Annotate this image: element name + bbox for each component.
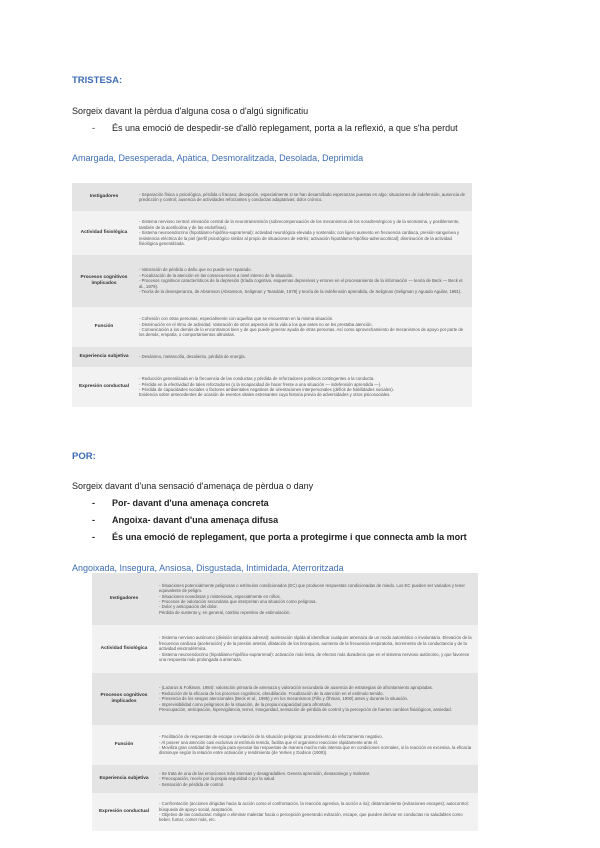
- table-row: [92, 673, 478, 725]
- row-body: [156, 573, 478, 625]
- bullet-dash: -: [92, 123, 95, 133]
- row-body: [136, 347, 472, 367]
- bullet-text: És una emoció de replegament, que porta a protegirme i que connecta amb la mort: [112, 532, 467, 542]
- row-line: - Procesos de valoración secundaria que interpretan una situación como peligrosa.: [159, 599, 317, 604]
- row-label: Instigadores: [92, 573, 156, 625]
- row-line: - Imprevisibilidad como peligrosos de la situación, de la propia incapacidad para afrontarla.: [159, 701, 332, 707]
- row-line: - Se trata de una de las emociones más intensas y desagradables. Genera aprensión, desasosiego y malestar.: [159, 770, 371, 776]
- bullet-por-1: [92, 515, 278, 525]
- row-line: - Confrontación (acciones dirigidas hacia la acción como el confrontación, la reacción agresiva, la acción a ira); distanciamiento (evitaciones escapes); autocontrol; búsqueda de apoyo social, aceptación.: [159, 801, 469, 812]
- bullet-por-0: [92, 498, 269, 508]
- row-line: - Valoración de pérdida o daño que no puede ser reparado.: [139, 267, 252, 273]
- row-line: - Moviliza gran cantidad de energía para ejecutar las respuestas de manera mucho más intensa que en condiciones normales, si la reacción es excesiva, la eficacia disminuye según la relación entre activación y rendimiento (de Yerkes y Dodson (1908)).: [159, 745, 472, 756]
- row-line: - Focalización de la atención en las consecuencias a nivel interno de la situación.: [139, 272, 294, 278]
- row-body: [156, 673, 478, 725]
- table-row: [72, 183, 472, 211]
- table-row: [72, 307, 472, 347]
- intro-por: Sorgeix davant d'una sensació d'amenaça de pèrdua o dany: [72, 481, 314, 491]
- row-line: - Sistema nervioso autónomo (división simpática adrenal): aceleración rápida al identificar cualquier amenaza de un modo automático o involuntario. Elevación de la frecuencia cardiaca (aceleración) y de la presión arterial, dilatación de los bronquios, aumento de la frecuencia respiratoria, incremento de la conductancia y de la actividad electrodérmica.: [159, 635, 472, 652]
- row-body: [136, 255, 472, 307]
- row-label: Procesos cognitivos implicados: [72, 255, 136, 307]
- bullet-text: Angoixa- davant d'una amenaça difusa: [112, 515, 279, 525]
- row-label: Instigadores: [72, 183, 136, 211]
- table-row: [92, 625, 478, 673]
- table-row: [92, 793, 478, 831]
- row-body: [136, 211, 472, 255]
- emotions-tristesa: Amargada, Desesperada, Apàtica, Desmoralitzada, Desolada, Deprimida: [72, 153, 364, 163]
- row-label: Experiencia subjetiva: [72, 347, 136, 367]
- row-line: - Facilitación de respuestas de escape o evitación de la situación peligrosa: procedimiento de reforzamiento negativo.: [159, 734, 383, 740]
- row-body: [156, 765, 478, 793]
- row-line: - (Lazarus & Folkman, 1984): valoración primaria de amenaza y valoración secundaria de ausencia de estrategias de afrontamiento apropiadas.: [159, 685, 433, 691]
- bullet-dash: -: [92, 532, 95, 542]
- table-row: [72, 347, 472, 367]
- row-body: [136, 183, 472, 211]
- row-line: - Cohesión con otras personas, especialmente con aquellas que se encuentran en la misma situación.: [139, 316, 334, 322]
- bullet-por-2: [92, 532, 467, 542]
- row-line: - Dolor y anticipación del dolor.: [159, 604, 218, 610]
- bullet-text: És una emoció de despedir-se d'allò replegament, porta a la reflexió, a que s'ha perdut: [112, 123, 458, 133]
- row-line: - Comunicación a los demás de lo encontramos bien y de que puede generar ayuda de otras personas. Así como aprovechamiento de mecanismos de apoyo por parte de los demás, empatía, o comportamientos altruistas.: [139, 327, 464, 338]
- row-line: - Reducción de la eficacia de los procesos cognitivos, obnubilación. Focalización de la atención en el estímulo temido.: [159, 690, 384, 696]
- table-row: [92, 725, 478, 765]
- table-row: [72, 255, 472, 307]
- row-line: - Sistema neuroendocrino (hipotálamo-hipófiso-suprarrenal): actividad neurológica elevada y sostenida; con ligero aumento en frecuencia cardiaca, presión sanguínea y resistencia eléctrica de la piel (perfil psicológico similar al propio de situaciones de estrés; activación hipotálamo-hipófiso-adrenocortical); disminución de la actividad fisiológica generalizada.: [139, 230, 460, 247]
- row-line: - Desánimo, melancolía, desaliento, pérdida de energía.: [139, 354, 246, 360]
- row-label: Experiencia subjetiva: [92, 765, 156, 793]
- row-label: Función: [72, 307, 136, 347]
- row-line: - Objetivo de las conductas: mitigar o eliminar malestar hacia o percepción generando evitación, escape, que pueden derivar en conductas no saludables como beber, fumar, comer más, etc.: [159, 812, 463, 823]
- row-line: - Disminución en el ritmo de actividad. Valoración de otros aspectos de la vida a los que antes no se les prestaba atención.: [139, 321, 373, 327]
- row-line: Preocupación, anticipación, hipervigilancia, temor, inseguridad, sensación de pérdida de control y la percepción de fuertes cambios fisiológicos, ansiedad.: [159, 707, 452, 713]
- row-body: [156, 625, 478, 673]
- table-row: [72, 211, 472, 255]
- table-row: [92, 765, 478, 793]
- bullet-tristesa-0: [92, 123, 458, 133]
- row-line: - Presencia de los sesgos atencionales (Beck et al., 1985) y en los mecanismos (Fillo y Öhman, 1990) antes y durante la situación.: [159, 696, 409, 702]
- row-line: Evidencia sobre antecedentes de ocasión de eventos vitales estresantes cuya historia previa de adversidades y otros psicosociales.: [139, 392, 391, 398]
- row-line: - Separación física o psicológica, pérdida o fracaso; decepción, especialmente si se han desarrollado esperanzas puestas en algo; situaciones de indefensión, ausencia de predicción y control; ausencia de actividades reforzantes y conductas adaptativas; dolor crónico.: [139, 191, 466, 202]
- bullet-text: Por- davant d'una amenaça concreta: [112, 498, 269, 508]
- row-body: [156, 725, 478, 765]
- row-line: - Pérdida de capacidades sociales o factores ambientales negativos de orientaciones interpersonales (déficit de habilidades sociales).: [139, 387, 394, 392]
- intro-tristesa: Sorgeix davant la pèrdua d'alguna cosa o d'algú significatiu: [72, 106, 309, 116]
- section-heading-por: POR:: [72, 451, 96, 462]
- row-body: [156, 793, 478, 831]
- row-line: - Pérdida en la efectividad de tales reforzadores (o la incapacidad de hacer frente a una situación — indefensión aprendida —).: [139, 381, 382, 387]
- row-line: - Reducción generalizada en la frecuencia de las conductas y pérdida de reforzadores positivos contingentes a la conducta.: [139, 376, 375, 382]
- row-label: Actividad fisiológica: [92, 625, 156, 673]
- row-line: Pérdida de sustento y, en general, cambio repentino de estimulación.: [159, 609, 291, 615]
- row-line: - Sensación de pérdida de control.: [159, 781, 225, 787]
- row-line: - Situaciones novedosas y misteriosas, especialmente en niños.: [159, 593, 281, 599]
- bullet-dash: -: [92, 498, 95, 508]
- row-label: Función: [92, 725, 156, 765]
- row-label: Expresión conductual: [72, 367, 136, 407]
- table-tristesa: [72, 183, 472, 407]
- row-line: - Sistema nervioso central: elevación central de la neurotransmisión (sobrecompensación de los mecanismos de los noradrenérgicos y de la serotonina, y posiblemente, también de la acetilcolina y de las endorfinas).: [139, 219, 460, 230]
- row-line: - Teoría de la desesperanza, de Abramson (Abramson, Seligman y Teasdale, 1978) y teoría de la indefensión aprendida, de Seligman (Seligman y Aguado Aguilar, 1981).: [139, 289, 462, 295]
- row-body: [136, 307, 472, 347]
- row-label: Expresión conductual: [92, 793, 156, 831]
- row-line: - Sistema neuroendocrino (hipotálamo-hipófiso-suprarrenal): activación más lenta, de efectos más duraderos que en el sistema nervioso autónomo, y que favorece una respuesta más prolongada a amenaza.: [159, 651, 470, 663]
- section-heading-tristesa: TRISTESA:: [72, 75, 123, 86]
- table-por: [92, 573, 478, 831]
- table-row: [92, 573, 478, 625]
- row-line: - Procesos cognitivos característicos de la depresión (tríada cognitiva, esquemas depresivos y errores en el procesamiento de la información — teoría de Beck — Beck et al., 1979).: [139, 278, 463, 289]
- bullet-dash: -: [92, 515, 95, 525]
- row-line: - Al poseer una atención casi exclusiva al estímulo temido, facilita que el organismo reaccione rápidamente ante él.: [159, 739, 379, 745]
- table-row: [72, 367, 472, 407]
- row-label: Actividad fisiológica: [72, 211, 136, 255]
- row-line: - Situaciones potencialmente peligrosas o estímulos condicionados (EC) que producen respuestas condicionadas de miedo. Los EC pueden ser variados y tener equivalente de peligro.: [159, 582, 465, 594]
- row-body: [136, 367, 472, 407]
- emotions-por: Angoixada, Insegura, Ansiosa, Disgustada, Intimidada, Aterroritzada: [72, 563, 344, 573]
- row-line: - Preocupación, recelo por la propia seguridad o por la salud.: [159, 776, 276, 782]
- row-label: Procesos cognitivos implicados: [92, 673, 156, 725]
